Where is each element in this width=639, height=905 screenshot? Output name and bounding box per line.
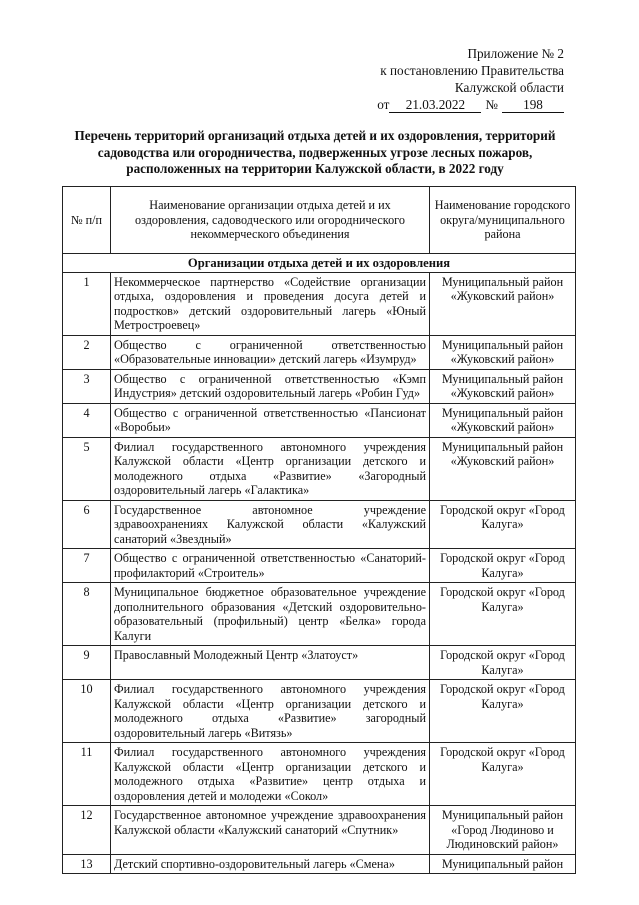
section-row	[63, 254, 576, 273]
header-district: Наименование городского округа/муниципального района	[430, 187, 576, 254]
row-number: 4	[63, 403, 111, 437]
row-number: 7	[63, 549, 111, 583]
row-number: 6	[63, 500, 111, 549]
table-row	[63, 680, 576, 743]
row-organization: Православный Молодежный Центр «Златоуст»	[111, 646, 430, 680]
table-row	[63, 335, 576, 369]
row-organization: Филиал государственного автономного учреждения Калужской области «Центр организации детского и молодежного отдыха «Развитие» центр отдыха и оздоровления детей и молодежи «Сокол»	[111, 743, 430, 806]
row-organization: Муниципальное бюджетное образовательное учреждение дополнительного образования «Детский оздоровительно-образовательный (профильный) центр «Белка» города Калуги	[111, 583, 430, 646]
row-district: Муниципальный район «Жуковский район»	[430, 437, 576, 500]
row-organization: Общество с ограниченной ответственностью «Санаторий-профилакторий «Строитель»	[111, 549, 430, 583]
row-district: Муниципальный район «Жуковский район»	[430, 272, 576, 335]
table-row	[63, 403, 576, 437]
territories-table	[62, 186, 576, 874]
header-organization: Наименование организации отдыха детей и их оздоровления, садоводческого или огороднического некоммерческого объединения	[111, 187, 430, 254]
row-district: Муниципальный район «Жуковский район»	[430, 403, 576, 437]
row-district: Муниципальный район	[430, 854, 576, 874]
row-number: 9	[63, 646, 111, 680]
row-number: 5	[63, 437, 111, 500]
table-row	[63, 437, 576, 500]
row-district: Муниципальный район «Жуковский район»	[430, 369, 576, 403]
decree-number: 198	[502, 98, 564, 113]
row-number: 13	[63, 854, 111, 874]
row-organization: Общество с ограниченной ответственностью «Пансионат «Воробьи»	[111, 403, 430, 437]
row-district: Городской округ «Город Калуга»	[430, 549, 576, 583]
table-row	[63, 806, 576, 855]
table-header-row	[63, 187, 576, 254]
row-organization: Общество с ограниченной ответственностью «Образовательные инновации» детский лагерь «Изумруд»	[111, 335, 430, 369]
table-row	[63, 854, 576, 874]
header-number: № п/п	[63, 187, 111, 254]
row-number: 2	[63, 335, 111, 369]
table-row	[63, 583, 576, 646]
row-organization: Детский спортивно-оздоровительный лагерь «Смена»	[111, 854, 430, 874]
table-row	[63, 369, 576, 403]
row-district: Городской округ «Город Калуга»	[430, 646, 576, 680]
table-row	[63, 272, 576, 335]
row-number: 12	[63, 806, 111, 855]
appendix-line-2: к постановлению Правительства	[380, 63, 564, 78]
row-district: Городской округ «Город Калуга»	[430, 500, 576, 549]
appendix-line-1: Приложение № 2	[467, 46, 564, 61]
row-organization: Государственное автономное учреждение здравоохранения Калужской области «Калужский санаторий «Спутник»	[111, 806, 430, 855]
row-district: Городской округ «Город Калуга»	[430, 743, 576, 806]
table-row	[63, 549, 576, 583]
row-organization: Филиал государственного автономного учреждения Калужской области «Центр организации детского и молодежного отдыха «Развитие» «Загородный оздоровительный лагерь «Галактика»	[111, 437, 430, 500]
row-organization: Некоммерческое партнерство «Содействие организации отдыха, оздоровления и проведения досуга детей и подростков» детский оздоровительный лагерь «Юный Метростроевец»	[111, 272, 430, 335]
decree-date: 21.03.2022	[389, 98, 481, 113]
row-district: Муниципальный район «Жуковский район»	[430, 335, 576, 369]
row-number: 10	[63, 680, 111, 743]
table-row	[63, 646, 576, 680]
appendix-date-line	[334, 96, 564, 113]
document-title: Перечень территорий организаций отдыха детей и их оздоровления, территорий садоводства или огородничества, подверженных угрозе лесных пожаров, расположенных на территории Калужской области, в 2022 году	[74, 128, 556, 176]
row-number: 11	[63, 743, 111, 806]
row-number: 8	[63, 583, 111, 646]
appendix-block	[334, 45, 564, 113]
table-row	[63, 500, 576, 549]
row-district: Муниципальный район «Город Людиново и Людиновский район»	[430, 806, 576, 855]
row-number: 3	[63, 369, 111, 403]
row-district: Городской округ «Город Калуга»	[430, 680, 576, 743]
section-title: Организации отдыха детей и их оздоровления	[63, 254, 576, 273]
row-district: Городской округ «Город Калуга»	[430, 583, 576, 646]
appendix-line-3: Калужской области	[454, 80, 564, 95]
row-organization: Общество с ограниченной ответственностью «Кэмп Индустрия» детский оздоровительный лагерь «Робин Гуд»	[111, 369, 430, 403]
row-organization: Государственное автономное учреждение здравоохранениях Калужской области «Калужский санаторий «Звездный»	[111, 500, 430, 549]
row-number: 1	[63, 272, 111, 335]
table-row	[63, 743, 576, 806]
row-organization: Филиал государственного автономного учреждения Калужской области «Центр организации детского и молодежного отдыха «Развитие» загородный оздоровительный лагерь «Витязь»	[111, 680, 430, 743]
number-prefix: №	[485, 97, 498, 112]
date-prefix: от	[377, 97, 390, 112]
